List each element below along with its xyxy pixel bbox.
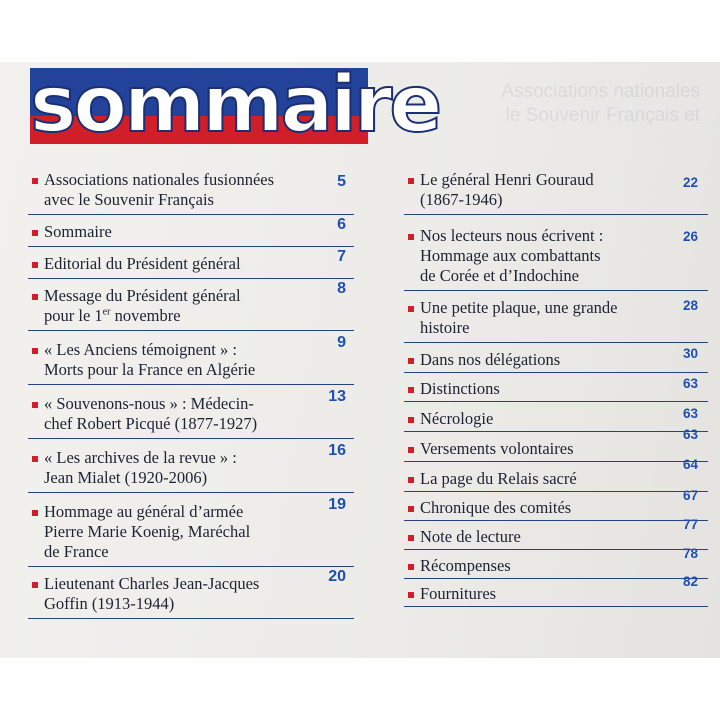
toc-entry-page: 9 <box>337 334 346 351</box>
toc-entry-page: 7 <box>337 248 346 265</box>
toc-entry[interactable] <box>28 248 354 279</box>
bullet-icon <box>32 402 38 408</box>
bullet-icon <box>408 477 414 483</box>
bullet-icon <box>32 582 38 588</box>
toc-entry[interactable] <box>404 574 708 607</box>
toc-entry[interactable] <box>28 442 354 493</box>
toc-entry-page: 6 <box>337 216 346 233</box>
toc-entry-page: 13 <box>328 388 346 405</box>
toc-entry[interactable] <box>28 170 354 215</box>
toc-entry[interactable] <box>28 216 354 247</box>
toc-entry-page: 63 <box>682 427 698 442</box>
toc-entry-page: 5 <box>337 173 346 190</box>
bullet-icon <box>32 294 38 300</box>
toc-entry-title: Une petite plaque, une grande histoire <box>420 298 618 337</box>
toc-entry-page: 22 <box>682 175 698 190</box>
toc-entry-page: 67 <box>682 488 698 503</box>
toc-entry-page: 77 <box>682 517 698 532</box>
toc-entry-title: Note de lecture <box>420 527 521 546</box>
toc-entry-page: 16 <box>328 442 346 459</box>
toc-entry-page: 78 <box>682 546 698 561</box>
toc-entry-title: Dans nos délégations <box>420 350 561 369</box>
bullet-icon <box>408 417 414 423</box>
bullet-icon <box>408 592 414 598</box>
bullet-icon <box>32 348 38 354</box>
toc-entry[interactable] <box>28 388 354 439</box>
toc-entry-title: Lieutenant Charles Jean-Jacques Goffin (1913-1944) <box>44 574 260 613</box>
toc-entry-title: Hommage au général d’armée Pierre Marie Koenig, Maréchal de France <box>44 502 251 561</box>
toc-entry-title: Versements volontaires <box>420 439 574 458</box>
bullet-icon <box>32 262 38 268</box>
toc-entry-page: 8 <box>337 280 346 297</box>
bullet-icon <box>408 564 414 570</box>
toc-entry-title: Sommaire <box>44 222 112 241</box>
toc-entry[interactable] <box>404 226 708 291</box>
toc-entry-title: Editorial du Président général <box>44 254 241 273</box>
toc-entry-title: « Souvenons-nous » : Médecin- chef Robert Picqué (1877-1927) <box>44 394 258 433</box>
ordinal-superscript: er <box>102 306 111 318</box>
toc-entry[interactable] <box>404 457 708 492</box>
bullet-icon <box>408 306 414 312</box>
toc-entry-title: Chronique des comités <box>420 498 572 517</box>
bullet-icon <box>408 387 414 393</box>
toc-entry-page: 26 <box>682 229 698 244</box>
bullet-icon <box>408 447 414 453</box>
show-through-line: Associations nationales <box>501 81 700 102</box>
bullet-icon <box>32 230 38 236</box>
toc-entry-title: « Les archives de la revue » : Jean Mialet (1920-2006) <box>44 448 237 487</box>
toc-entry-title: Distinctions <box>420 379 500 398</box>
toc-entry-page: 82 <box>682 574 698 589</box>
toc-entry-title: Le général Henri Gouraud (1867-1946) <box>420 170 594 209</box>
toc-entry[interactable] <box>404 406 708 432</box>
toc-entry-title-main: Message du Président général pour le 1 <box>44 286 241 325</box>
toc-entry-title: Nécrologie <box>420 409 494 428</box>
toc-entry-title: Récompenses <box>420 556 511 575</box>
toc-entry-title-rest: novembre <box>110 306 181 325</box>
magazine-page <box>0 62 720 658</box>
toc-entry-title: La page du Relais sacré <box>420 469 577 488</box>
bullet-icon <box>408 358 414 364</box>
toc-entry[interactable] <box>404 170 708 215</box>
toc-entry-title <box>44 286 241 326</box>
bullet-icon <box>408 178 414 184</box>
toc-entry[interactable] <box>404 298 708 343</box>
toc-entry-page: 63 <box>682 406 698 421</box>
toc-entry-page: 64 <box>682 457 698 472</box>
toc-entry-page: 20 <box>328 568 346 585</box>
toc-entry-title: Fournitures <box>420 584 497 603</box>
masthead-logo <box>30 60 440 150</box>
toc-entry[interactable] <box>28 334 354 385</box>
bullet-icon <box>408 506 414 512</box>
toc-entry[interactable] <box>404 546 708 579</box>
toc-entry[interactable] <box>404 427 708 462</box>
toc-entry[interactable] <box>404 488 708 521</box>
bullet-icon <box>408 535 414 541</box>
bullet-icon <box>32 178 38 184</box>
toc-entry-page: 28 <box>682 298 698 313</box>
bullet-icon <box>32 510 38 516</box>
toc-entry-page: 19 <box>328 496 346 513</box>
toc-entry[interactable] <box>28 496 354 567</box>
bullet-icon <box>408 234 414 240</box>
toc-entry-page: 63 <box>682 376 698 391</box>
toc-entry[interactable] <box>28 280 354 331</box>
toc-entry-page: 30 <box>682 346 698 361</box>
show-through-line: le Souvenir Français et <box>505 105 700 126</box>
toc-entry[interactable] <box>404 346 708 373</box>
toc-entry[interactable] <box>404 376 708 402</box>
toc-entry-title: Nos lecteurs nous écrivent : Hommage aux combattants de Corée et d’Indochine <box>420 226 604 285</box>
toc-entry-title: « Les Anciens témoignent » : Morts pour la France en Algérie <box>44 340 256 379</box>
toc-entry[interactable] <box>404 517 708 550</box>
page-title: sommaire <box>30 60 440 150</box>
toc-entry[interactable] <box>28 568 354 619</box>
bullet-icon <box>32 456 38 462</box>
toc-entry-title: Associations nationales fusionnées avec le Souvenir Français <box>44 170 275 209</box>
